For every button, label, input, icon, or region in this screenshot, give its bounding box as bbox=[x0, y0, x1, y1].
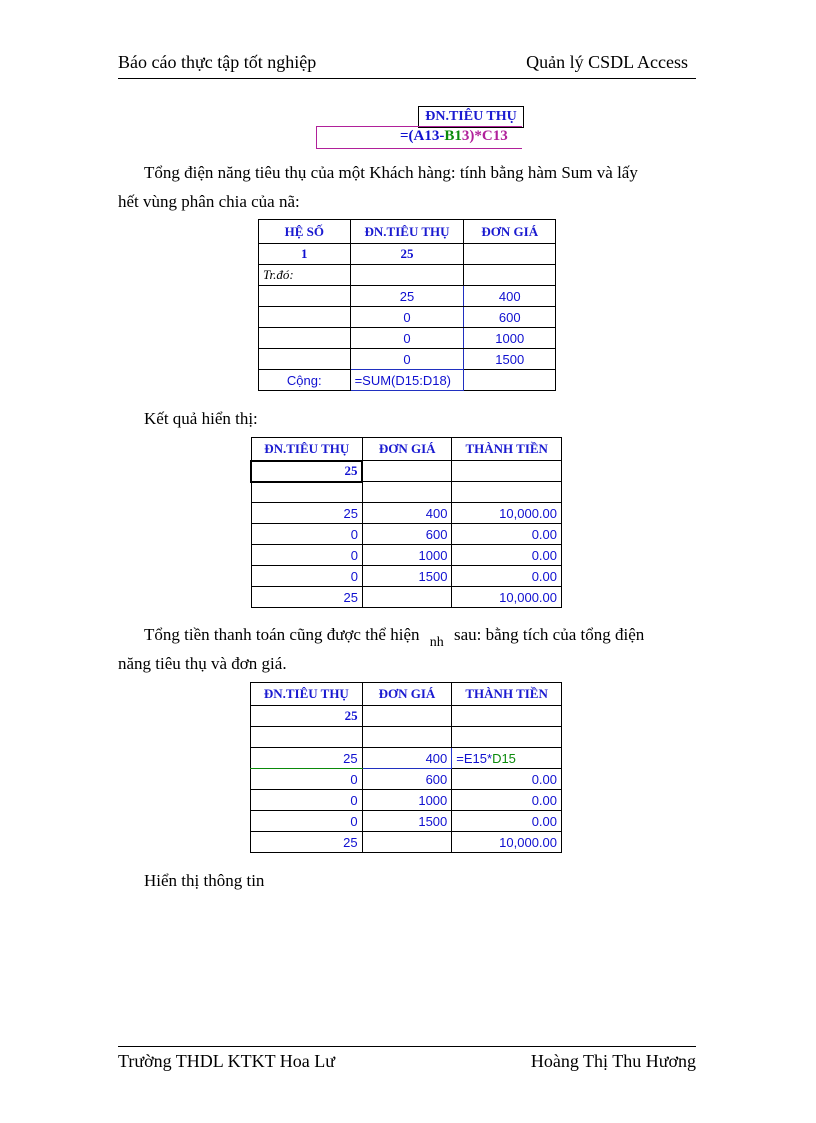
cell-dn: 0 bbox=[251, 811, 363, 832]
formula-header: ĐN.TIÊU THỤ bbox=[418, 106, 524, 128]
cell-don-gia: 1500 bbox=[362, 811, 452, 832]
cell-empty bbox=[251, 482, 362, 503]
cell-sum-formula[interactable]: =SUM(D15:D18) bbox=[350, 370, 464, 391]
cell-empty bbox=[464, 244, 556, 265]
header-left: Báo cáo thực tập tốt nghiệp bbox=[118, 52, 317, 72]
cell-thanh-tien-sum: 10,000.00 bbox=[452, 587, 562, 608]
label-hien-thi: Hiển thị thông tin bbox=[144, 871, 265, 890]
multiply-table bbox=[250, 682, 562, 853]
cell-empty bbox=[362, 482, 451, 503]
cell-dn: 0 bbox=[251, 769, 363, 790]
paragraph-1-line2: hết vùng phân chia của nã: bbox=[118, 192, 300, 211]
cell-empty bbox=[452, 706, 562, 727]
cell-dn-total: 25 bbox=[251, 706, 363, 727]
cell-don-gia: 400 bbox=[464, 286, 556, 307]
paragraph-1-line1: Tổng điện năng tiêu thụ của một Khách hàng: tính bằng hàm Sum và lấy bbox=[144, 163, 638, 182]
header-right: Quản lý CSDL Access bbox=[526, 52, 688, 72]
cell-don-gia: 1000 bbox=[362, 790, 452, 811]
cell-empty bbox=[350, 265, 464, 286]
cell-empty bbox=[362, 587, 451, 608]
cell-don-gia: 1500 bbox=[362, 566, 451, 587]
cell-tr-do: Tr.đó: bbox=[259, 265, 351, 286]
result-table bbox=[250, 437, 562, 608]
cell-thanh-tien: 0.00 bbox=[452, 769, 562, 790]
cell-dn-sum: 25 bbox=[251, 587, 362, 608]
cell-he-so: 1 bbox=[259, 244, 351, 265]
cell-dn: 0 bbox=[251, 545, 362, 566]
cell-don-gia: 1000 bbox=[362, 545, 451, 566]
paragraph-2-line2: năng tiêu thụ và đơn giá. bbox=[118, 654, 287, 673]
cell-empty bbox=[452, 461, 562, 482]
cell-thanh-tien-sum: 10,000.00 bbox=[452, 832, 562, 853]
cell-don-gia: 600 bbox=[362, 524, 451, 545]
cell-empty bbox=[362, 727, 452, 748]
cell-empty bbox=[259, 328, 351, 349]
footer-left: Trường THDL KTKT Hoa Lư bbox=[118, 1051, 336, 1071]
cell-dn: 0 bbox=[350, 328, 464, 349]
sum-table bbox=[258, 219, 556, 391]
paragraph-2-line1: Tổng tiền thanh toán cũng được thể hiện $_{nh}$ sau: bằng tích của tổng điện bbox=[144, 625, 645, 650]
cell-multiply-formula[interactable]: =E15*D15 bbox=[452, 748, 562, 769]
cell-thanh-tien: 0.00 bbox=[452, 524, 562, 545]
formula-snippet-1 bbox=[316, 106, 526, 154]
cell-empty bbox=[362, 461, 451, 482]
cell-empty bbox=[452, 482, 562, 503]
col-header-dn-tieu-thu: ĐN.TIÊU THỤ bbox=[350, 220, 464, 244]
cell-thanh-tien: 0.00 bbox=[452, 811, 562, 832]
formula-top-line bbox=[316, 126, 522, 127]
cell-thanh-tien: 0.00 bbox=[452, 566, 562, 587]
cell-dn: 25 bbox=[350, 286, 464, 307]
cell-don-gia: 600 bbox=[362, 769, 452, 790]
col-header-dn-tieu-thu: ĐN.TIÊU THỤ bbox=[251, 438, 362, 461]
col-header-don-gia: ĐƠN GIÁ bbox=[362, 683, 452, 706]
cell-dn: 0 bbox=[350, 349, 464, 370]
header-rule bbox=[118, 78, 696, 79]
label-ket-qua: Kết quả hiển thị: bbox=[144, 409, 258, 428]
cell-dn-total[interactable]: 25 bbox=[251, 461, 362, 482]
cell-dn: 0 bbox=[251, 524, 362, 545]
cell-thanh-tien: 10,000.00 bbox=[452, 503, 562, 524]
cell-dn: 25 bbox=[350, 244, 464, 265]
cell-dn: 0 bbox=[251, 790, 363, 811]
cell-don-gia: 400 bbox=[362, 748, 452, 769]
cell-don-gia: 600 bbox=[464, 307, 556, 328]
cell-empty bbox=[464, 265, 556, 286]
formula-bottom-line bbox=[316, 148, 522, 149]
cell-dn-sum: 25 bbox=[251, 832, 363, 853]
cell-thanh-tien: 0.00 bbox=[452, 790, 562, 811]
cell-empty bbox=[362, 832, 452, 853]
cell-empty bbox=[259, 349, 351, 370]
cell-dn: 25 bbox=[251, 748, 363, 769]
cell-empty bbox=[259, 286, 351, 307]
col-header-thanh-tien: THÀNH TIỀN bbox=[452, 683, 562, 706]
cell-empty bbox=[251, 727, 363, 748]
col-header-don-gia: ĐƠN GIÁ bbox=[464, 220, 556, 244]
cell-empty bbox=[452, 727, 562, 748]
col-header-he-so: HỆ SỐ bbox=[259, 220, 351, 244]
cell-dn: 0 bbox=[350, 307, 464, 328]
footer-right: Hoàng Thị Thu Hương bbox=[530, 1051, 696, 1071]
cell-dn: 25 bbox=[251, 503, 362, 524]
cell-thanh-tien: 0.00 bbox=[452, 545, 562, 566]
cell-empty bbox=[464, 370, 556, 391]
col-header-don-gia: ĐƠN GIÁ bbox=[362, 438, 451, 461]
cell-empty bbox=[259, 307, 351, 328]
footer-rule bbox=[118, 1046, 696, 1047]
cell-don-gia: 1500 bbox=[464, 349, 556, 370]
col-header-thanh-tien: THÀNH TIỀN bbox=[452, 438, 562, 461]
cell-empty bbox=[362, 706, 452, 727]
col-header-dn-tieu-thu: ĐN.TIÊU THỤ bbox=[251, 683, 363, 706]
formula-text: =(A13-B13)*C13 bbox=[400, 128, 508, 144]
cell-don-gia: 1000 bbox=[464, 328, 556, 349]
formula-left-line bbox=[316, 126, 317, 148]
cell-don-gia: 400 bbox=[362, 503, 451, 524]
cell-dn: 0 bbox=[251, 566, 362, 587]
cell-cong-label: Cộng: bbox=[259, 370, 351, 391]
